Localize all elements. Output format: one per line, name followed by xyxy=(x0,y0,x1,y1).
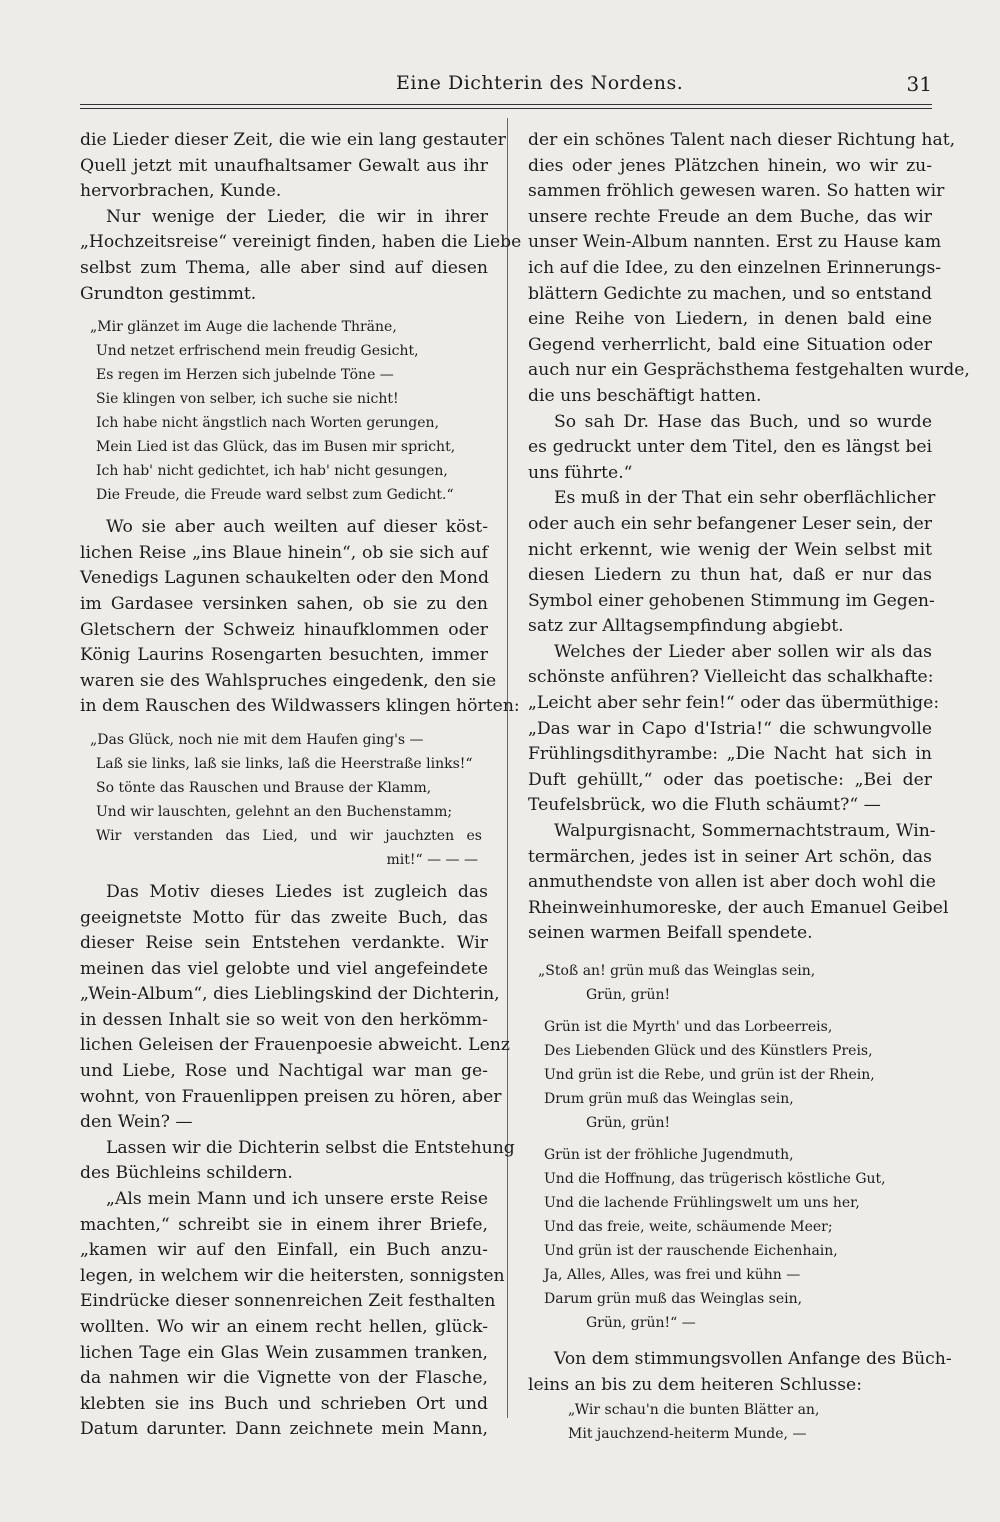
paragraph xyxy=(80,1136,515,1187)
verse-line: Des Liebenden Glück und des Künstlers Preis, xyxy=(544,1043,873,1059)
verse-line: „Das Glück, noch nie mit dem Haufen ging's — xyxy=(90,731,424,748)
paragraph xyxy=(528,410,932,487)
text-line: lichen Tage ein Glas Wein zusammen tranken, xyxy=(80,1342,488,1363)
text-line: klebten sie ins Buch und schrieben Ort und xyxy=(80,1393,488,1414)
verse-line: Und wir lauschten, gelehnt an den Buchenstamm; xyxy=(96,803,453,820)
text-line: „kamen wir auf den Einfall, ein Buch anzu- xyxy=(80,1240,488,1261)
text-line: ich auf die Idee, zu den einzelnen Erinnerungs- xyxy=(528,257,942,278)
verse-line: Wir verstanden das Lied, und wir jauchzten es xyxy=(96,827,482,844)
column-divider xyxy=(507,118,508,1418)
text-line: im Gardasee versinken sahen, ob sie zu den xyxy=(80,593,488,614)
verse-line: Mein Lied ist das Glück, das im Busen mir spricht, xyxy=(96,439,456,456)
text-line: Quell jetzt mit unaufhaltsamer Gewalt aus ihr xyxy=(80,155,488,176)
paragraph xyxy=(528,640,940,819)
text-line: Von dem stimmungsvollen Anfange des Büch- xyxy=(554,1349,952,1369)
text-line: seinen warmen Beifall spendete. xyxy=(528,923,813,944)
verse-line: Sie klingen von selber, ich suche sie nicht! xyxy=(96,391,399,408)
text-line: Gegend verherrlicht, bald eine Situation oder xyxy=(528,334,932,355)
verse-line: „Stoß an! grün muß das Weinglas sein, xyxy=(538,963,816,979)
text-line: Frühlingsdithyrambe: „Die Nacht hat sich in xyxy=(528,744,932,765)
verse-line: Ich habe nicht ängstlich nach Worten gerungen, xyxy=(96,415,440,432)
verse-line: Grün ist der fröhliche Jugendmuth, xyxy=(544,1147,794,1163)
text-line: nicht erkennt, wie wenig der Wein selbst mit xyxy=(528,539,932,560)
header-rule-top xyxy=(80,104,932,105)
text-line: Datum darunter. Dann zeichnete mein Mann, xyxy=(80,1419,488,1440)
text-line: dies oder jenes Plätzchen hinein, wo wir zu- xyxy=(528,155,932,176)
verse-line: Grün, grün! xyxy=(586,987,671,1003)
text-line: So sah Dr. Hase das Buch, und so wurde xyxy=(554,411,932,432)
text-line: „Als mein Mann und ich unsere erste Reise xyxy=(106,1189,488,1210)
text-line: unser Wein-Album nannten. Erst zu Hause kam xyxy=(528,232,942,253)
verse-line: „Wir schau'n die bunten Blätter an, xyxy=(568,1402,820,1419)
verse-line: Und die Hoffnung, das trügerisch köstliche Gut, xyxy=(544,1171,886,1187)
paragraph xyxy=(80,880,510,1136)
text-line: Symbol einer gehobenen Stimmung im Gegen- xyxy=(528,590,935,611)
verse-line: Ich hab' nicht gedichtet, ich hab' nicht gesungen, xyxy=(96,463,448,480)
verse-line: Und grün ist der rauschende Eichenhain, xyxy=(544,1243,838,1259)
text-line: lichen Geleisen der Frauenpoesie abweicht. Lenz xyxy=(80,1035,510,1056)
page-number: 31 xyxy=(906,72,932,96)
text-line: der ein schönes Talent nach dieser Richtung hat, xyxy=(528,130,956,150)
text-line: hervorbrachen, Kunde. xyxy=(80,181,282,202)
text-line: Duft gehüllt,“ oder das poetische: „Bei der Teufelsbrück, wo die Fluth schäumt?“ — xyxy=(528,769,932,816)
verse-line: Grün ist die Myrth' und das Lorbeerreis, xyxy=(544,1019,833,1035)
poem-quote xyxy=(528,959,932,1335)
text-line: Eindrücke dieser sonnenreichen Zeit festhalten xyxy=(80,1291,496,1312)
text-line: diesen Liedern zu thun hat, daß er nur das xyxy=(528,565,932,586)
paragraph xyxy=(80,128,506,205)
verse-line: Laß sie links, laß sie links, laß die Heerstraße links!“ xyxy=(96,755,473,772)
text-line: unsere rechte Freude an dem Buche, das wir xyxy=(528,206,932,227)
paragraph xyxy=(80,1187,505,1443)
text-line: leins an bis zu dem heiteren Schlusse: xyxy=(528,1374,862,1395)
text-line: „Wein-Album“, dies Lieblingskind der Dichterin, xyxy=(80,984,500,1005)
text-line: des Büchleins schildern. xyxy=(80,1163,293,1184)
paragraph xyxy=(528,128,970,410)
verse-line: Mit jauchzend-heiterm Munde, — xyxy=(568,1426,807,1443)
verse-line: Die Freude, die Freude ward selbst zum Gedicht.“ xyxy=(96,487,454,504)
verse-line: Und netzet erfrischend mein freudig Gesicht, xyxy=(96,343,419,360)
right-column xyxy=(528,128,970,1443)
verse-line: Grün, grün!“ — xyxy=(586,1315,696,1331)
paragraph xyxy=(80,515,520,720)
text-line: Nur wenige der Lieder, die wir in ihrer xyxy=(106,206,488,227)
text-line: sammen fröhlich gewesen waren. So hatten wir xyxy=(528,181,945,202)
text-line: waren sie des Wahlspruches eingedenk, den sie xyxy=(80,670,497,691)
text-line: „Leicht aber sehr fein!“ oder das übermüthige: xyxy=(528,693,940,714)
text-line: Wo sie aber auch weilten auf dieser köst- xyxy=(106,517,488,538)
text-line: termärchen, jedes ist in seiner Art schön, das xyxy=(528,846,932,867)
text-line: in dem Rauschen des Wildwassers klingen hörten: xyxy=(80,696,520,717)
verse-line: Es regen im Herzen sich jubelnde Töne — xyxy=(96,367,394,384)
text-line: Das Motiv dieses Liedes ist zugleich das xyxy=(106,881,488,902)
paragraph xyxy=(80,205,522,307)
text-line: die Lieder dieser Zeit, die wie ein lang gestauter xyxy=(80,130,506,150)
text-line: Es muß in der That ein sehr oberflächlicher xyxy=(554,488,936,509)
text-line: anmuthendste von allen ist aber doch wohl die xyxy=(528,872,936,893)
text-line: Gletschern der Schweiz hinaufklommen oder xyxy=(80,619,488,640)
text-line: „Hochzeitsreise“ vereinigt finden, haben die Liebe xyxy=(80,232,522,253)
verse-line: So tönte das Rauschen und Brause der Klamm, xyxy=(96,779,432,796)
verse-line: „Mir glänzet im Auge die lachende Thräne, xyxy=(90,319,397,336)
text-line: legen, in welchem wir die heitersten, sonnigsten xyxy=(80,1265,505,1286)
text-line: und Liebe, Rose und Nachtigal war man ge- xyxy=(80,1061,488,1082)
poem-quote xyxy=(528,1398,932,1446)
verse-line: Grün, grün! xyxy=(586,1115,671,1131)
text-line: lichen Reise „ins Blaue hinein“, ob sie sich auf xyxy=(80,542,488,563)
text-line: uns führte.“ xyxy=(528,462,633,483)
text-line: da nahmen wir die Vignette von der Flasche, xyxy=(80,1368,488,1389)
paragraph xyxy=(528,1347,952,1398)
poem-quote xyxy=(80,728,488,872)
text-line: wohnt, von Frauenlippen preisen zu hören, aber xyxy=(80,1086,502,1107)
text-line: Lassen wir die Dichterin selbst die Entstehung xyxy=(106,1137,515,1158)
verse-line: Ja, Alles, Alles, was frei und kühn — xyxy=(544,1267,801,1283)
poem-quote xyxy=(80,315,488,507)
text-line: Venedigs Lagunen schaukelten oder den Mond xyxy=(80,568,489,589)
verse-line: mit!“ — — — xyxy=(386,851,478,868)
header-rule-bottom xyxy=(80,108,932,109)
left-column xyxy=(80,128,522,1440)
text-line: blättern Gedichte zu machen, und so entstand xyxy=(528,283,932,304)
text-line: meinen das viel gelobte und viel angefeindete xyxy=(80,958,488,979)
text-line: wollten. Wo wir an einem recht hellen, glück- xyxy=(80,1317,488,1337)
text-line: König Laurins Rosengarten besuchten, immer xyxy=(80,645,488,666)
text-line: selbst zum Thema, alle aber sind auf diesen xyxy=(80,257,488,278)
paragraph xyxy=(528,486,936,640)
running-header xyxy=(80,72,932,102)
verse-line: Drum grün muß das Weinglas sein, xyxy=(544,1091,794,1107)
text-line: den Wein? — xyxy=(80,1112,193,1133)
text-line: Walpurgisnacht, Sommernachtstraum, Win- xyxy=(554,821,936,842)
verse-line: Und das freie, weite, schäumende Meer; xyxy=(544,1219,833,1235)
text-line: Rheinweinhumoreske, der auch Emanuel Geibel xyxy=(528,897,949,918)
text-line: geeignetste Motto für das zweite Buch, das xyxy=(80,907,488,928)
text-line: eine Reihe von Liedern, in denen bald eine xyxy=(528,309,932,330)
verse-line: Und die lachende Frühlingswelt um uns her, xyxy=(544,1195,860,1211)
text-line: die uns beschäftigt hatten. xyxy=(528,385,762,406)
running-title: Eine Dichterin des Nordens. xyxy=(396,72,684,94)
text-line: „Das war in Capo d'Istria!“ die schwungvolle xyxy=(528,718,932,739)
text-line: es gedruckt unter dem Titel, den es längst bei xyxy=(528,437,932,458)
text-line: Grundton gestimmt. xyxy=(80,283,257,304)
text-line: in dessen Inhalt sie so weit von den herkömm- xyxy=(80,1009,488,1030)
text-line: Welches der Lieder aber sollen wir als das xyxy=(554,641,932,662)
text-line: auch nur ein Gesprächsthema festgehalten wurde, xyxy=(528,360,970,381)
text-line: machten,“ schreibt sie in einem ihrer Briefe, xyxy=(80,1214,488,1235)
text-line: satz zur Alltagsempfindung abgiebt. xyxy=(528,616,844,637)
paragraph xyxy=(528,819,949,947)
text-line: oder auch ein sehr befangener Leser sein, der xyxy=(528,513,932,534)
verse-line: Darum grün muß das Weinglas sein, xyxy=(544,1291,803,1307)
text-line: schönste anführen? Vielleicht das schalkhafte: xyxy=(528,667,934,688)
verse-line: Und grün ist die Rebe, und grün ist der Rhein, xyxy=(544,1067,875,1083)
text-line: dieser Reise sein Entstehen verdankte. Wir xyxy=(80,933,488,954)
